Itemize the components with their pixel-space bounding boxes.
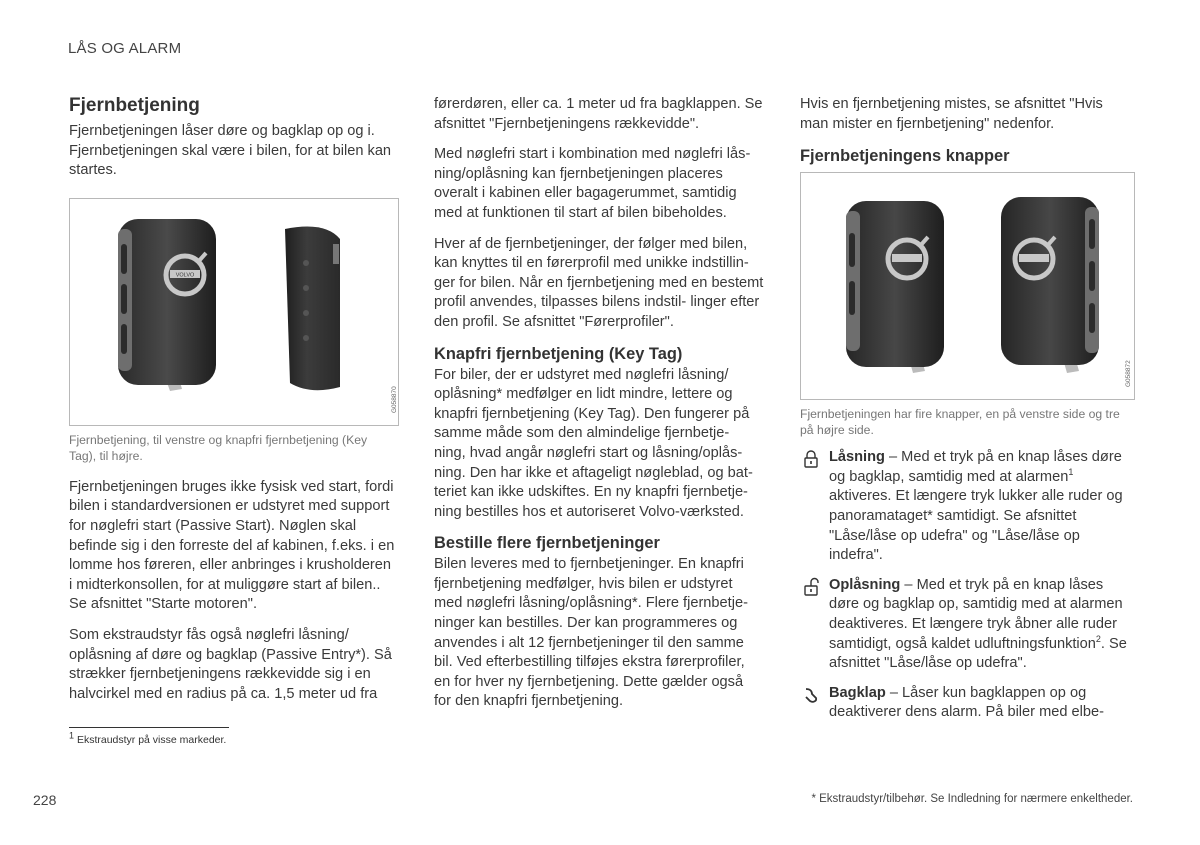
tailgate-icon <box>801 685 821 705</box>
padlock-locked-icon <box>801 449 821 469</box>
lock-button-description <box>800 448 1134 566</box>
subheading-order: Bestille flere fjernbetjeninger <box>434 534 660 553</box>
image-caption: Fjernbetjeningen har fire knapper, en på venstre side og tre på højre side. <box>800 407 1120 438</box>
footnote-ref: 2 <box>1095 633 1101 644</box>
paragraph: Som ekstraudstyr fås også nøglefri låsning/ oplåsning af døre og bagklap (Passive Entry*). Så strækker fjernbetjeningens rækkevidde sig i en halvcirkel med en radius på ca. 1,5 meter ud fra <box>69 626 392 702</box>
lock-text: – Med et tryk på en knap låses døre og bagklap, samtidig med at alarmen <box>829 449 1122 485</box>
footnote-text: Ekstraudstyr på visse markeder. <box>76 734 227 746</box>
paragraph: førerdøren, eller ca. 1 meter ud fra bagklappen. Se afsnittet "Fjernbetjeningens rækkevidde". <box>434 96 763 132</box>
paragraph: Hver af de fjernbetjeninger, der følger med bilen, kan knyttes til en førerprofil med unikke indstillin- ger for bilen. Når en fjernbetjening med en bestemt profil anvendes, tilpasses bilens indstil- linger efter den profil. Se afsnittet "Førerprofiler". <box>434 235 764 330</box>
unlock-text: – Med et tryk på en knap låses døre og bagklap op, samtidig med at alarmen deaktiveres. Et længere tryk åbner alle ruder samtidigt, også kaldet udluftningsfunktion <box>829 576 1123 652</box>
unlock-text-cont: . Se afsnittet "Låse/låse op udefra". <box>829 635 1127 672</box>
remote-front-back-illustration <box>801 173 1134 399</box>
paragraph: Fjernbetjeningen bruges ikke fysisk ved start, fordi bilen i standardversionen er udstyret med support for nøglefri start (Passive Start). Nøglen skal befinde sig i den forreste del af kabinen, f.eks. i en lomme hos føreren, eller anbringes i krusholderen i midterkonsollen, for at muliggøre start af bilen.. Se afsnittet "Starte motoren". <box>69 478 395 613</box>
subheading-keytag: Knapfri fjernbetjening (Key Tag) <box>434 344 683 363</box>
svg-text:VOLVO: VOLVO <box>175 272 195 279</box>
padlock-unlocked-icon <box>801 577 821 597</box>
remote-buttons-image <box>800 172 1135 400</box>
lock-label: Låsning <box>829 449 885 466</box>
tailgate-button-description <box>800 684 1134 723</box>
footer-note: * Ekstraudstyr/tilbehør. Se Indledning for nærmere enkeltheder. <box>811 793 1133 805</box>
remote-keys-image <box>69 198 399 426</box>
paragraph: Bilen leveres med to fjernbetjeninger. En knapfri fjernbetjening medfølger, hvis bilen er udstyret med nøglefri låsning/oplåsning*. Flere fjernbetje- ninger kan bestilles. Der kan programmeres og anvendes i alt 12 fjernbetjeninger til den samme bil. Ved efterbestilling tilføjes ekstra førerprofiler, en for hver ny fjernbetjening. Dette gælder også for den knapfri fjernbetjening. <box>434 556 748 710</box>
lock-text-cont: aktiveres. Et længere tryk lukker alle ruder og panoramataget* samtidigt. Se afsnittet "Låse/låse op udefra" og "Låse/låse op indefra". <box>829 488 1123 564</box>
column-2 <box>434 95 764 723</box>
footnote <box>69 730 227 746</box>
tailgate-text: – Låser kun bagklappen op og deaktiverer dens alarm. På biler med elbe- <box>829 684 1104 721</box>
footnote-ref: 1 <box>1068 466 1074 477</box>
image-caption: Fjernbetjening, til venstre og knapfri fjernbetjening (Key Tag), til højre. <box>69 432 368 463</box>
paragraph: Hvis en fjernbetjening mistes, se afsnittet "Hvis man mister en fjernbetjening" nedenfor. <box>800 96 1103 132</box>
unlock-label: Oplåsning <box>829 576 901 593</box>
remote-and-keytag-illustration <box>70 199 398 425</box>
tailgate-label: Bagklap <box>829 684 886 701</box>
section-title: Fjernbetjening <box>69 95 200 116</box>
footnote-divider <box>69 727 229 728</box>
column-3 <box>800 95 1134 733</box>
footnote-number: 1 <box>69 730 75 741</box>
paragraph: Med nøglefri start i kombination med nøglefri lås- ning/oplåsning kan fjernbetjeningen placeres overalt i kabinen eller bagagerummet, samtidig med at funktionen til start af bilen bibeholdes. <box>434 146 751 221</box>
column-1 <box>69 95 397 715</box>
subheading-buttons: Fjernbetjeningens knapper <box>800 147 1010 166</box>
unlock-button-description <box>800 576 1134 674</box>
paragraph: For biler, der er udstyret med nøglefri låsning/ oplåsning* medfølger en lidt mindre, lettere og knapfri fjernbetjening (Key Tag). Den fungerer på samme måde som den almindelige fjernbetje- ning, hvad angår nøglefri start og låsning/oplås- ning. Den har ikke et aftageligt nøgleblad, og bat- teriet kan ikke udskiftes. En ny knapfri fjernbetje- ning bestilles hos et autoriseret Volvo-værksted. <box>434 366 753 520</box>
page-header: LÅS OG ALARM <box>68 40 182 57</box>
image-code: G058872 <box>1125 360 1132 388</box>
page-number: 228 <box>33 792 57 808</box>
intro-paragraph: Fjernbetjeningen låser døre og bagklap op og i. Fjernbetjeningen skal være i bilen, for at bilen kan startes. <box>69 123 392 179</box>
image-code: G058870 <box>391 386 398 413</box>
